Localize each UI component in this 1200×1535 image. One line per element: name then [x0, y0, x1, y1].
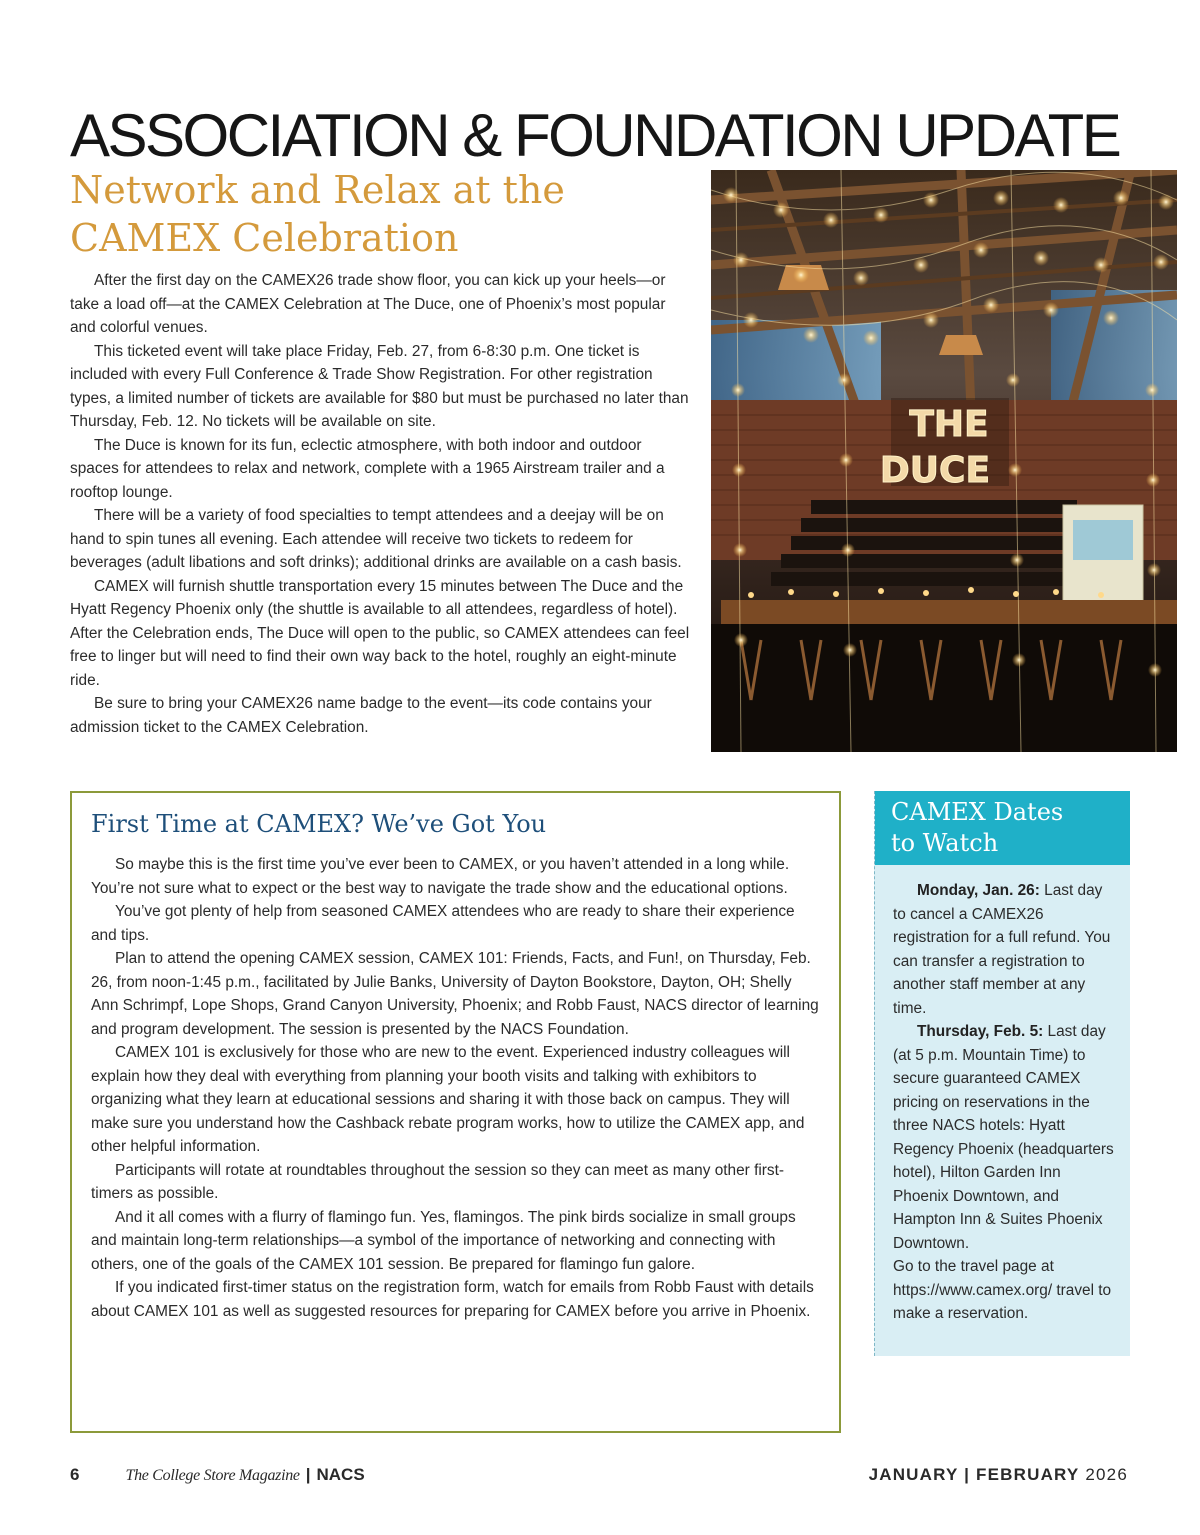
article-paragraph: This ticketed event will take place Friday, Feb. 27, from 6-8:30 p.m. One ticket is included with every Full Conference & Trade Show Registration. For other registration types, a limited number of tickets are available for $80 but must be purchased no later than Thursday, Feb. 12. No tickets will be available on site.: [70, 342, 689, 430]
travel-note: Go to the travel page at https://www.camex.org/ travel to make a reservation.: [893, 1258, 1112, 1322]
date-item: [893, 879, 1116, 1020]
masthead-title: ASSOCIATION & FOUNDATION UPDATE: [70, 102, 1120, 170]
first-time-sidebar: [70, 791, 841, 1433]
issue-months: JANUARY | FEBRUARY: [868, 1465, 1080, 1484]
article-headline: [70, 166, 690, 262]
sidebar-paragraph: If you indicated first-timer status on the registration form, watch for emails from Robb Faust with details about CAMEX 101 as well as suggested resources for preparing for CAMEX before you arrive in Phoenix.: [91, 1279, 814, 1320]
article-paragraph: Be sure to bring your CAMEX26 name badge to the event—its code contains your admission ticket to the CAMEX Celebration.: [70, 695, 652, 736]
date-label: Monday, Jan. 26:: [917, 882, 1040, 899]
article-paragraph: CAMEX will furnish shuttle transportation every 15 minutes between The Duce and the Hyatt Regency Phoenix only (the shuttle is available to all attendees, regardless of hotel). After the Celebration ends, The Duce will open to the public, so CAMEX attendees can feel free to linger but will need to find their own way back to the hotel, roughly an eight-minute ride.: [70, 577, 690, 689]
date-text: Last day (at 5 p.m. Mountain Time) to secure guaranteed CAMEX pricing on reservations in the three NACS hotels: Hyatt Regency Phoenix (headquarters hotel), Hilton Garden Inn Phoenix Downtown, and Hampton Inn & Suites Phoenix Downtown.: [893, 1023, 1114, 1252]
dates-header-line-1: CAMEX Dates: [891, 798, 1064, 826]
article-paragraph: The Duce is known for its fun, eclectic atmosphere, with both indoor and outdoor spaces for attendees to relax and network, complete with a 1965 Airstream trailer and a rooftop lounge.: [70, 436, 665, 501]
sign-duce: DUCE: [879, 450, 991, 491]
article-headline-line-2: CAMEX Celebration: [70, 216, 459, 260]
article-paragraph: There will be a variety of food specialties to tempt attendees and a deejay will be on hand to spin tunes all evening. Each attendee will receive two tickets to redeem for beverages (adult libations and soft drinks); additional drinks are available on a cash basis.: [70, 507, 682, 571]
sidebar-paragraph: You’ve got plenty of help from seasoned CAMEX attendees who are ready to share their experience and tips.: [91, 903, 795, 944]
dates-to-watch-box: [874, 791, 1130, 1356]
sidebar-paragraph: Participants will rotate at roundtables throughout the session so they can meet as many other first-timers as possible.: [91, 1161, 784, 1202]
dates-header: [875, 791, 1130, 865]
magazine-name: The College Store Magazine: [125, 1467, 300, 1484]
dates-body: [875, 865, 1130, 1326]
footer-left: [70, 1465, 365, 1485]
dates-header-line-2: to Watch: [891, 829, 999, 857]
article-paragraph: After the first day on the CAMEX26 trade show floor, you can kick up your heels—or take a load off—at the CAMEX Celebration at The Duce, one of Phoenix’s most popular and colorful venues.: [70, 272, 666, 336]
footer-right: [869, 1465, 1128, 1485]
sidebar-paragraph: CAMEX 101 is exclusively for those who are new to the event. Experienced industry colleagues will explain how they deal with everything from planning your booth visits and talking with exhibitors to organizing what they learn at educational sessions and sharing it with those back on campus. They will make sure you understand how the Cashback rebate program works, how to utilize the CAMEX app, and other helpful information.: [91, 1044, 805, 1155]
sign-the: THE: [909, 404, 989, 445]
article-body: [70, 269, 694, 739]
venue-photo: [711, 170, 1177, 752]
sidebar-paragraph: And it all comes with a flurry of flamingo fun. Yes, flamingos. The pink birds socialize in small groups and maintain long-term relationships—a symbol of the importance of networking and connecting with others, one of the goals of the CAMEX 101 session. Be prepared for flamingo fun galore.: [91, 1208, 796, 1273]
date-item: [893, 1020, 1116, 1255]
page-number: 6: [70, 1465, 80, 1484]
org-name: NACS: [316, 1465, 365, 1484]
sidebar-title: First Time at CAMEX? We’ve Got You: [91, 810, 547, 838]
article-headline-line-1: Network and Relax at the: [70, 168, 565, 212]
sidebar-paragraph: So maybe this is the first time you’ve ever been to CAMEX, or you haven’t attended in a long while. You’re not sure what to expect or the best way to navigate the trade show and the educational options.: [91, 856, 790, 897]
date-text: Last day to cancel a CAMEX26 registration for a full refund. You can transfer a registration to another staff member at any time.: [893, 882, 1111, 1017]
date-label: Thursday, Feb. 5:: [917, 1023, 1044, 1040]
issue-year: 2026: [1085, 1465, 1128, 1484]
footer-separator: |: [305, 1465, 311, 1484]
sidebar-paragraph: Plan to attend the opening CAMEX session, CAMEX 101: Friends, Facts, and Fun!, on Thursday, Feb. 26, from noon-1:45 p.m., facilitated by Julie Banks, University of Dayton Bookstore, Dayton, OH; Shelly Ann Schrimpf, Lope Shops, Grand Canyon University, Phoenix; and Robb Faust, NACS director of learning and program development. The session is presented by the NACS Foundation.: [91, 950, 819, 1038]
venue-photo-illustration: [711, 170, 1177, 752]
